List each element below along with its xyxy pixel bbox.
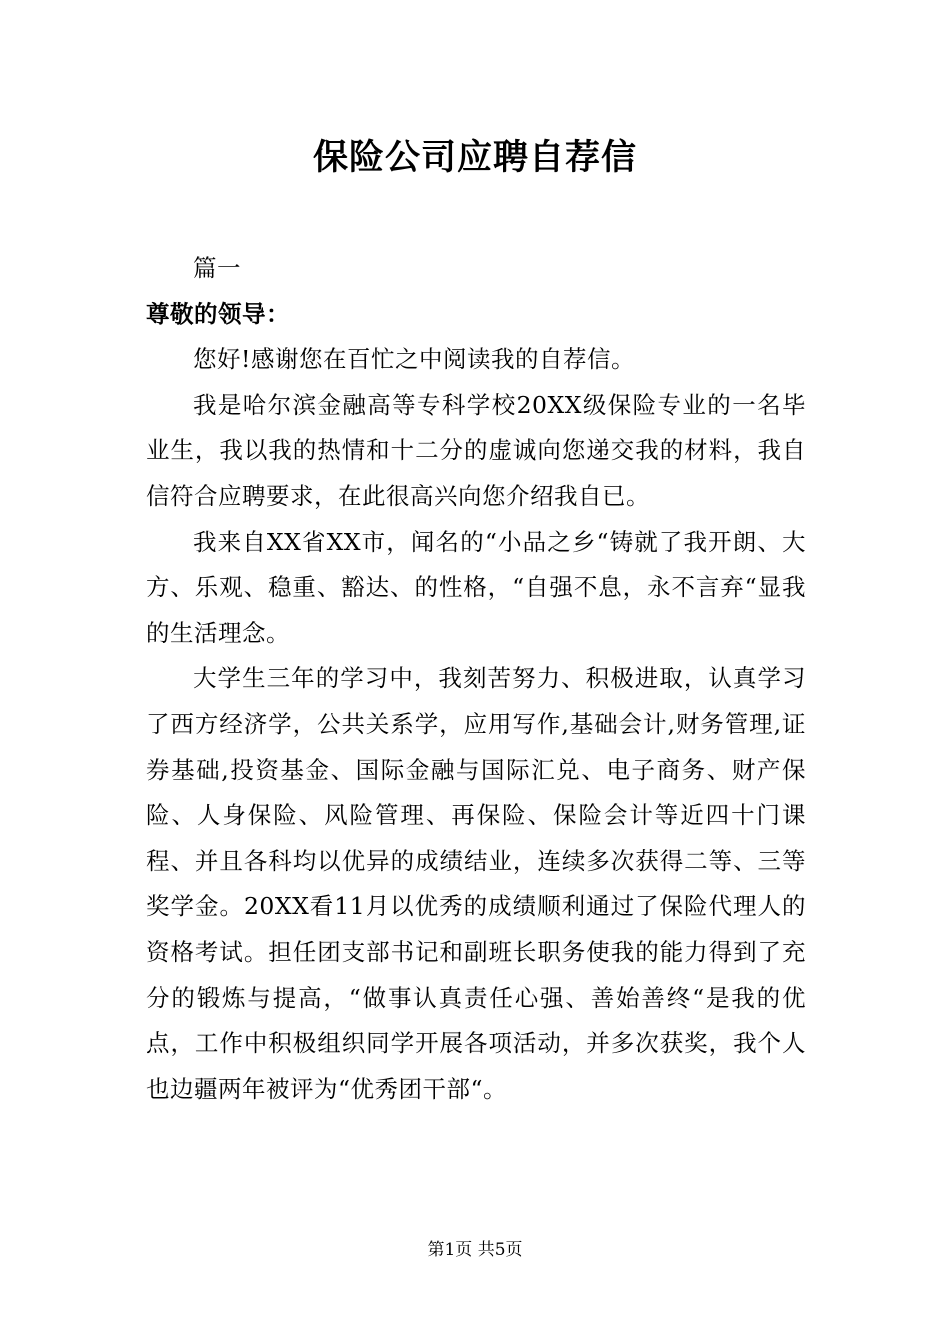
- paragraph-background: 我来自XX省XX市，闻名的“小品之乡“铸就了我开朗、大方、乐观、稳重、豁达、的性格，“自强不息，永不言弃“显我的生活理念。: [146, 527, 806, 647]
- document-body: [146, 246, 806, 1112]
- salutation: 尊敬的领导：: [146, 299, 290, 328]
- document-title: 保险公司应聘自荐信: [312, 137, 637, 178]
- paragraph-greeting: 您好!感谢您在百忙之中阅读我的自荐信。: [193, 345, 635, 374]
- section-label: 篇一: [193, 254, 241, 282]
- paragraph-introduction: 我是哈尔滨金融高等专科学校20XX级保险专业的一名毕业生，我以我的热情和十二分的虚诚向您递交我的材料，我自信符合应聘要求，在此很高兴向您介绍我自已。: [146, 390, 806, 510]
- paragraph-education: 大学生三年的学习中，我刻苦努力、积极进取，认真学习了西方经济学，公共关系学，应用写作,基础会计,财务管理,证券基础,投资基金、国际金融与国际汇兑、电子商务、财产保险、人身保险、风险管理、再保险、保险会计等近四十门课程、并且各科均以优异的成绩结业，连续多次获得二等、三等奖学金。20XX看11月以优秀的成绩顺利通过了保险代理人的资格考试。担任团支部书记和副班长职务使我的能力得到了充分的锻炼与提高，“做事认真责任心强、善始善终“是我的优点，工作中积极组织同学开展各项活动，并多次获奖，我个人也边疆两年被评为“优秀团干部“。: [146, 664, 806, 1103]
- page-footer: 第1页 共5页: [427, 1240, 523, 1260]
